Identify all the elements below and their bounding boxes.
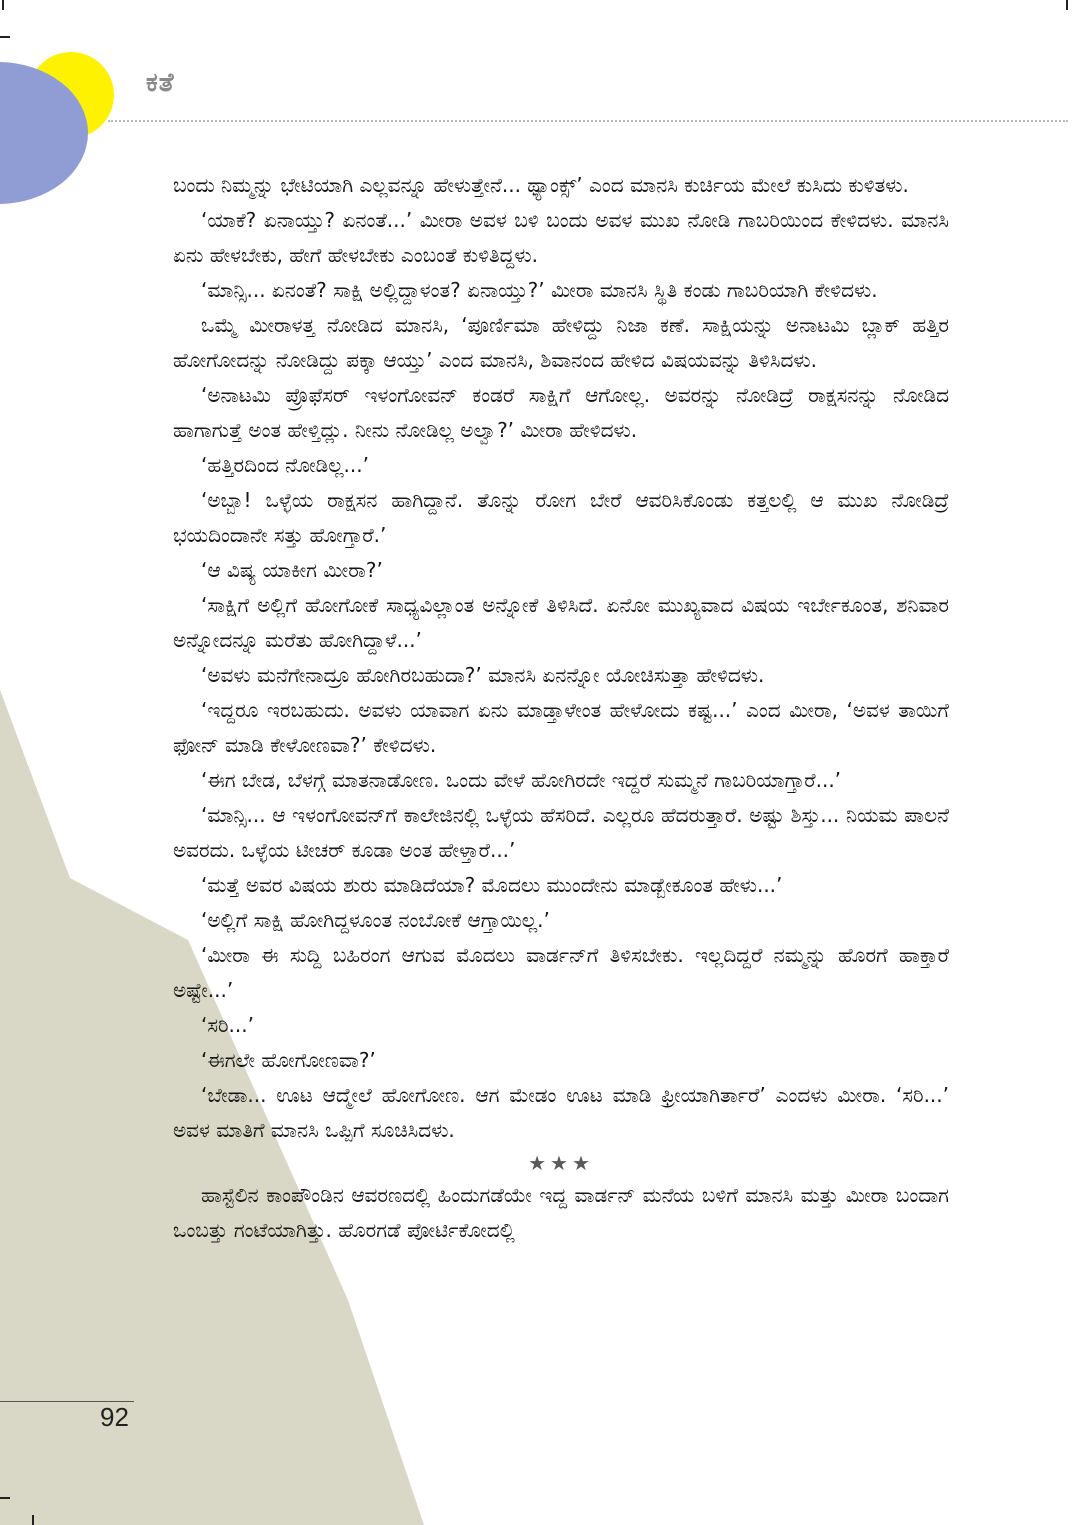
paragraph: ಬಂದು ನಿಮ್ಮನ್ನು ಭೇಟಿಯಾಗಿ ಎಲ್ಲವನ್ನೂ ಹೇಳುತ್ತೇನೆ... ಥ್ಯಾಂಕ್ಸ್’ ಎಂದ ಮಾನಸಿ ಕುರ್ಚಿಯ ಮೇಲೆ ಕುಸಿದು ಕುಳಿತಳು.: [173, 173, 909, 197]
paragraph: ‘ಅಲ್ಲಿಗೆ ಸಾಕ್ಷಿ ಹೋಗಿದ್ದಳೂಂತ ನಂಬೋಕೆ ಆಗ್ತಾಯಿಲ್ಲ.’: [201, 908, 550, 932]
paragraph: ಒಮ್ಮೆ ಮೀರಾಳತ್ತ ನೋಡಿದ ಮಾನಸಿ, ‘ಪೂರ್ಣಿಮಾ ಹೇಳಿದ್ದು ನಿಜಾ ಕಣೆ. ಸಾಕ್ಷಿಯನ್ನು ಅನಾಟಮಿ ಬ್ಲಾಕ್ ಹತ್ತಿರ ಹೋಗೋದನ್ನು ನೋಡಿದ್ದು ಪಕ್ಕಾ ಆಯ್ತು’ ಎಂದ ಮಾನಸಿ, ಶಿವಾನಂದ ಹೇಳಿದ ವಿಷಯವನ್ನು ತಿಳಿಸಿದಳು.: [173, 313, 949, 372]
paragraph: ‘ಸರಿ...’: [201, 1013, 254, 1037]
paragraph: ‘ಈಗಲೇ ಹೋಗೋಣವಾ?’: [201, 1048, 376, 1072]
paragraph: ‘ಅಬ್ಬಾ! ಒಳ್ಳೆಯ ರಾಕ್ಷಸನ ಹಾಗಿದ್ದಾನೆ. ತೊನ್ನು ರೋಗ ಬೇರೆ ಆವರಿಸಿಕೊಂಡು ಕತ್ತಲಲ್ಲಿ ಆ ಮುಖ ನೋಡಿದ್ರೆ ಭಯದಿಂದಾನೇ ಸತ್ತು ಹೋಗ್ತಾರೆ.’: [173, 488, 949, 547]
crop-mark-top-left: [2, 0, 4, 10]
paragraph: ‘ಬೇಡಾ... ಊಟ ಆದ್ಮೇಲೆ ಹೋಗೋಣ. ಆಗ ಮೇಡಂ ಊಟ ಮಾಡಿ ಫ್ರೀಯಾಗಿರ್ತಾರೆ’ ಎಂದಳು ಮೀರಾ. ‘ಸರಿ...’ ಅವಳ ಮಾತಿಗೆ ಮಾನಸಿ ಒಪ್ಪಿಗೆ ಸೂಚಿಸಿದಳು.: [173, 1083, 949, 1142]
paragraph: ‘ಈಗ ಬೇಡ, ಬೆಳಗ್ಗೆ ಮಾತನಾಡೋಣ. ಒಂದು ವೇಳೆ ಹೋಗಿರದೇ ಇದ್ದರೆ ಸುಮ್ಮನೆ ಗಾಬರಿಯಾಗ್ತಾರೆ...’: [201, 768, 842, 792]
paragraph: ‘ಹತ್ತಿರದಿಂದ ನೋಡಿಲ್ಲ...’: [201, 453, 369, 477]
section-break-stars: ★★★: [528, 1151, 594, 1175]
paragraph: ‘ಸಾಕ್ಷಿಗೆ ಅಲ್ಲಿಗೆ ಹೋಗೋಕೆ ಸಾಧ್ಯವಿಲ್ಲಾಂತ ಅನ್ನೋಕೆ ತಿಳಿಸಿದೆ. ಏನೋ ಮುಖ್ಯವಾದ ವಿಷಯ ಇರ್ಬೇಕೂಂತ, ಶನಿವಾರ ಅನ್ನೋದನ್ನೂ ಮರೆತು ಹೋಗಿದ್ದಾಳೆ...’: [173, 593, 949, 652]
paragraph: ‘ಮಾನ್ಸಿ... ಏನಂತೆ? ಸಾಕ್ಷಿ ಅಲ್ಲಿದ್ದಾಳಂತ? ಏನಾಯ್ತು?’ ಮೀರಾ ಮಾನಸಿ ಸ್ಥಿತಿ ಕಂಡು ಗಾಬರಿಯಾಗಿ ಕೇಳಿದಳು.: [201, 278, 878, 302]
paragraph: ‘ಅವಳು ಮನೆಗೇನಾದ್ರೂ ಹೋಗಿರಬಹುದಾ?’ ಮಾನಸಿ ಏನನ್ನೋ ಯೋಚಿಸುತ್ತಾ ಹೇಳಿದಳು.: [201, 663, 765, 687]
paragraph: ‘ಆ ವಿಷ್ಯ ಯಾಕೀಗ ಮೀರಾ?’: [201, 558, 383, 582]
paragraph: ‘ಇದ್ದರೂ ಇರಬಹುದು. ಅವಳು ಯಾವಾಗ ಏನು ಮಾಡ್ತಾಳೇಂತ ಹೇಳೋದು ಕಷ್ಟ...’ ಎಂದ ಮೀರಾ, ‘ಅವಳ ತಾಯಿಗೆ ಫೋನ್ ಮಾಡಿ ಕೇಳೋಣವಾ?’ ಕೇಳಿದಳು.: [173, 698, 949, 757]
paragraph: ‘ಮಾನ್ಸಿ... ಆ ಇಳಂಗೋವನ್‌ಗೆ ಕಾಲೇಜಿನಲ್ಲಿ ಒಳ್ಳೆಯ ಹೆಸರಿದೆ. ಎಲ್ಲರೂ ಹೆದರುತ್ತಾರೆ. ಅಷ್ಟು ಶಿಸ್ತು... ನಿಯಮ ಪಾಲನೆ ಅವರದು. ಒಳ್ಳೆಯ ಟೀಚರ್ ಕೂಡಾ ಅಂತ ಹೇಳ್ತಾರೆ...’: [173, 803, 949, 862]
crop-mark-top-right: [1066, 0, 1068, 10]
paragraph: ‘ಮೀರಾ ಈ ಸುದ್ದಿ ಬಹಿರಂಗ ಆಗುವ ಮೊದಲು ವಾರ್ಡನ್‌ಗೆ ತಿಳಿಸಬೇಕು. ಇಲ್ಲದಿದ್ದರೆ ನಮ್ಮನ್ನು ಹೊರಗೆ ಹಾಕ್ತಾರೆ ಅಷ್ಟೇ...’: [173, 943, 949, 1002]
page-number: 92: [100, 1402, 129, 1432]
story-text: [173, 168, 949, 1248]
paragraph: ಹಾಸ್ಟೆಲಿನ ಕಾಂಪೌಂಡಿನ ಆವರಣದಲ್ಲಿ ಹಿಂದುಗಡೆಯೇ ಇದ್ದ ವಾರ್ಡನ್ ಮನೆಯ ಬಳಿಗೆ ಮಾನಸಿ ಮತ್ತು ಮೀರಾ ಬಂದಾಗ ಒಂಬತ್ತು ಗಂಟೆಯಾಗಿತ್ತು. ಹೊರಗಡೆ ಪೋರ್ಟಿಕೋದಲ್ಲಿ: [173, 1183, 949, 1242]
crop-mark-bottom-left: [0, 1497, 10, 1499]
header-dotted-divider: [108, 120, 1068, 122]
paragraph: ‘ಮತ್ತೆ ಅವರ ವಿಷಯ ಶುರು ಮಾಡಿದೆಯಾ? ಮೊದಲು ಮುಂದೇನು ಮಾಡ್ಬೇಕೂಂತ ಹೇಳು...’: [201, 873, 783, 897]
section-title: ಕತೆ: [146, 68, 175, 98]
crop-mark-top-left-h: [0, 36, 10, 38]
paragraph: ‘ಅನಾಟಮಿ ಪ್ರೊಫೆಸರ್ ಇಳಂಗೋವನ್ ಕಂಡರೆ ಸಾಕ್ಷಿಗೆ ಆಗೋಲ್ಲ. ಅವರನ್ನು ನೋಡಿದ್ರೆ ರಾಕ್ಷಸನನ್ನು ನೋಡಿದ ಹಾಗಾಗುತ್ತೆ ಅಂತ ಹೇಳ್ತಿದ್ಲು. ನೀನು ನೋಡಿಲ್ಲ ಅಲ್ವಾ?’ ಮೀರಾ ಹೇಳಿದಳು.: [173, 383, 949, 442]
crop-mark-bottom-left-v: [32, 1515, 34, 1525]
paragraph: ‘ಯಾಕೆ? ಏನಾಯ್ತು? ಏನಂತೆ...’ ಮೀರಾ ಅವಳ ಬಳಿ ಬಂದು ಅವಳ ಮುಖ ನೋಡಿ ಗಾಬರಿಯಿಂದ ಕೇಳಿದಳು. ಮಾನಸಿ ಏನು ಹೇಳಬೇಕು, ಹೇಗೆ ಹೇಳಬೇಕು ಎಂಬಂತೆ ಕುಳಿತಿದ್ದಳು.: [173, 208, 949, 267]
